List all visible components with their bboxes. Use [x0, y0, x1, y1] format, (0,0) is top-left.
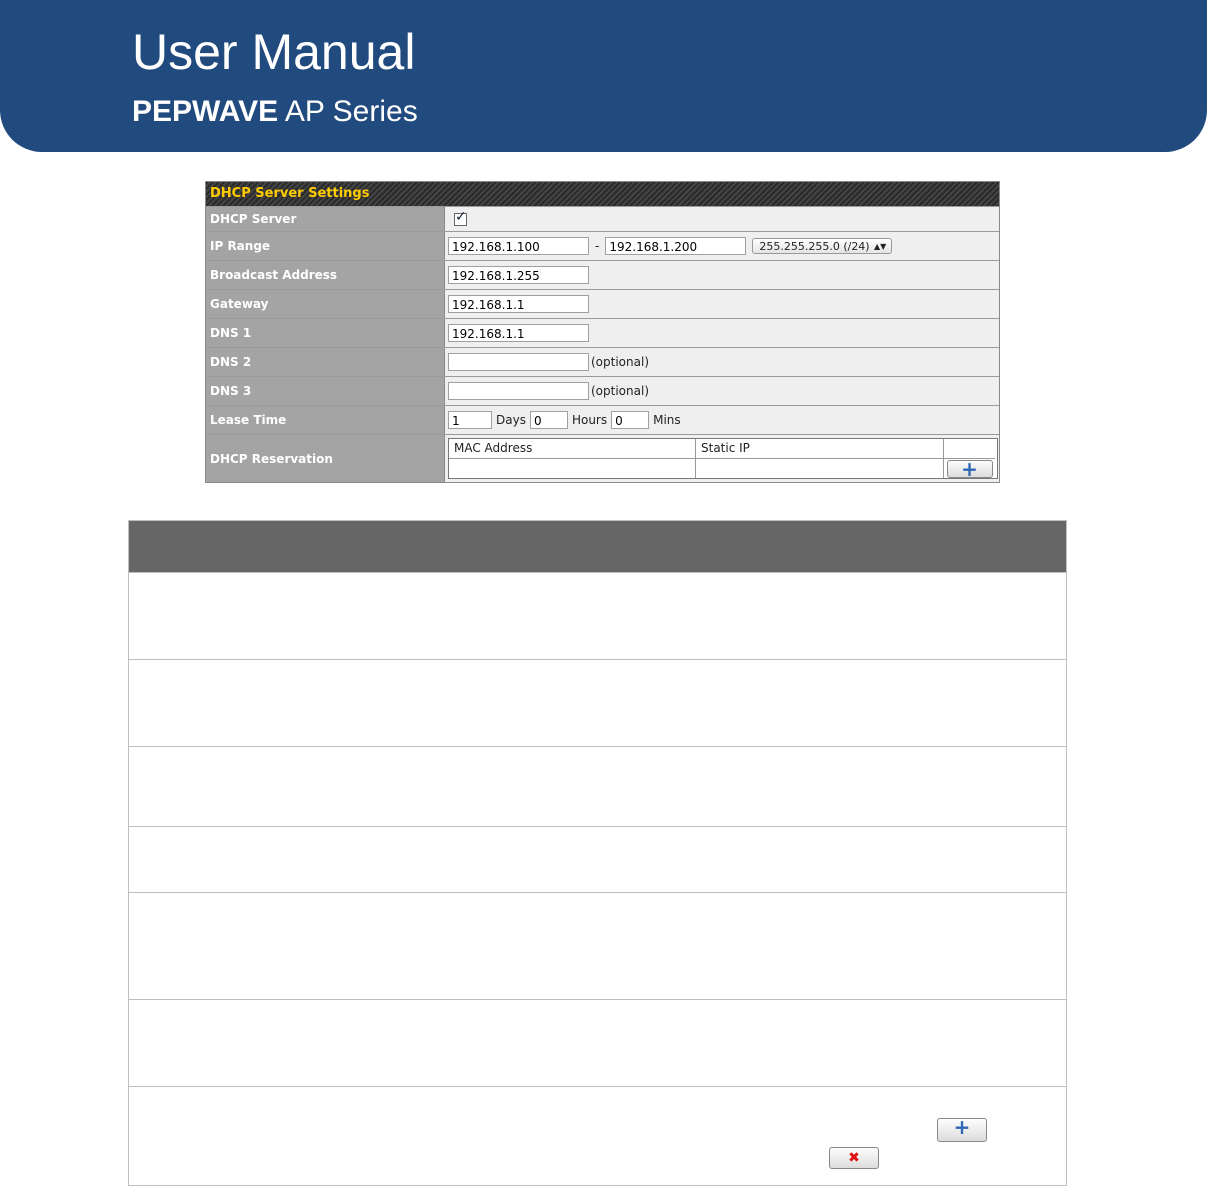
row-broadcast: [206, 260, 999, 289]
ip-range-end-input[interactable]: 192.168.1.200: [605, 237, 746, 255]
table-row: [129, 659, 1066, 746]
table-row: [129, 1086, 1066, 1185]
panel-heading: DHCP Server Settings: [206, 182, 999, 206]
mac-address-header: MAC Address: [449, 439, 696, 458]
lease-hours-input[interactable]: 0: [530, 411, 568, 429]
table-row: [129, 999, 1066, 1086]
subnet-mask-select[interactable]: [752, 238, 892, 254]
dns3-input[interactable]: [448, 382, 589, 400]
ip-range-dash: -: [595, 239, 600, 253]
series-name: AP Series: [284, 95, 418, 128]
delete-icon-button: [829, 1147, 879, 1169]
table-row: [129, 826, 1066, 892]
broadcast-label: Broadcast Address: [206, 261, 445, 289]
dhcp-reservation-label: DHCP Reservation: [206, 435, 445, 482]
subnet-mask-value: 255.255.255.0 (/24): [759, 240, 870, 253]
dns3-label: DNS 3: [206, 377, 445, 405]
header-banner: [0, 0, 1207, 152]
lease-time-label: Lease Time: [206, 406, 445, 434]
ip-range-start-input[interactable]: 192.168.1.100: [448, 237, 589, 255]
dns3-optional-hint: (optional): [591, 384, 649, 398]
gateway-label: Gateway: [206, 290, 445, 318]
dhcp-server-checkbox[interactable]: [454, 213, 467, 226]
manual-title: User Manual: [132, 24, 416, 80]
gateway-input[interactable]: 192.168.1.1: [448, 295, 589, 313]
row-dns2: [206, 347, 999, 376]
ip-range-label: IP Range: [206, 232, 445, 260]
mac-address-input[interactable]: [449, 458, 696, 478]
static-ip-input[interactable]: [696, 458, 944, 478]
reservation-table: [448, 438, 998, 479]
row-ip-range: [206, 231, 999, 260]
table-row: [129, 892, 1066, 999]
row-dns1: [206, 318, 999, 347]
dns2-input[interactable]: [448, 353, 589, 371]
lease-mins-unit: Mins: [653, 413, 681, 427]
lease-mins-input[interactable]: 0: [611, 411, 649, 429]
lease-days-input[interactable]: 1: [448, 411, 492, 429]
dhcp-settings-panel: [205, 181, 1000, 483]
dns2-optional-hint: (optional): [591, 355, 649, 369]
add-icon-button: [937, 1118, 987, 1142]
lease-days-unit: Days: [496, 413, 526, 427]
select-arrows-icon: ▲▼: [874, 242, 887, 251]
action-header: [944, 439, 995, 458]
table-header: [129, 521, 1066, 572]
add-reservation-button[interactable]: [947, 460, 993, 478]
dns1-label: DNS 1: [206, 319, 445, 347]
table-row: [129, 572, 1066, 659]
row-dhcp-server: [206, 206, 999, 231]
broadcast-input[interactable]: 192.168.1.255: [448, 266, 589, 284]
static-ip-header: Static IP: [696, 439, 944, 458]
table-row: [129, 746, 1066, 826]
row-dhcp-reservation: [206, 434, 999, 482]
lease-hours-unit: Hours: [571, 413, 608, 427]
row-gateway: [206, 289, 999, 318]
row-dns3: [206, 376, 999, 405]
dns2-label: DNS 2: [206, 348, 445, 376]
brand-name: PEPWAVE: [132, 95, 279, 128]
manual-subtitle: [132, 94, 418, 130]
row-lease-time: [206, 405, 999, 434]
dns1-input[interactable]: 192.168.1.1: [448, 324, 589, 342]
dhcp-server-label: DHCP Server: [206, 207, 445, 231]
settings-description-table: [128, 520, 1067, 1186]
